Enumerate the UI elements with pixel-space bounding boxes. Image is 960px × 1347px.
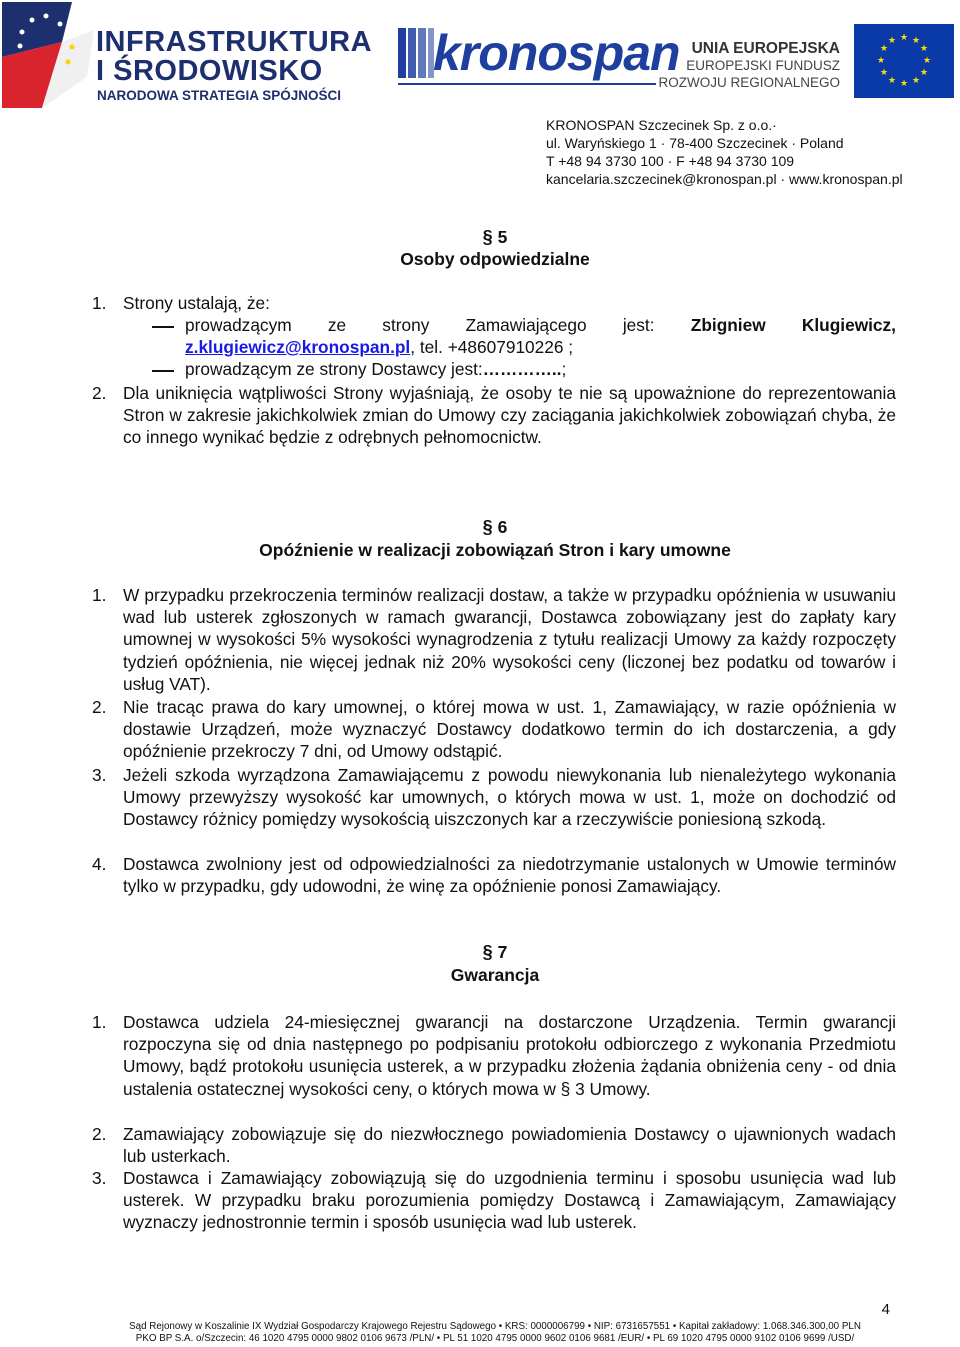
- svg-text:★: ★: [922, 56, 932, 66]
- svg-text:★: ★: [911, 36, 921, 46]
- company-name: KRONOSPAN Szczecinek Sp. z o.o.·: [546, 117, 777, 133]
- s7-item1-text: Dostawca udziela 24-miesięcznej gwarancji na dostarczone Urządzenia. Termin gwarancji rozpoczyna się od dnia następnego po podpisaniu protokołu odbiorczego z wykonania Przedmiotu Umowy, bądź protokołu usunięcia usterek, a w przypadku złożenia żądania obniżenia ceny - od dnia ustalenia ostatecznej wysokości ceny, o których mowa w § 3 Umowy.: [123, 1012, 896, 1099]
- s5-item2-text: Dla uniknięcia wątpliwości Strony wyjaśniają, że osoby te nie są upoważnione do reprezentowania Stron w zakresie jakichkolwiek zmian do Umowy czy zaciągania jakichkolwiek zobowiązań chyba, że co innego wynikać będzie z odrębnych pełnomocnictw.: [123, 383, 896, 448]
- infrastruktura-title-line2: I ŚRODOWISKO: [96, 55, 323, 87]
- s6-item4-number: 4.: [92, 854, 107, 874]
- company-phone-fax: T +48 94 3730 100 · F +48 94 3730 109: [546, 153, 795, 169]
- footer-bank-line: PKO BP S.A. o/Szczecin: 46 1020 4795 0000 9802 0106 9673 /PLN/ • PL 51 1020 4795 0000 9602 0106 9681 /EUR/ • PL 69 1020 4795 0000 9102 0106 9699 /USD/: [135, 1333, 855, 1344]
- s5-dash2-dots: …………..: [482, 359, 562, 379]
- svg-text:★: ★: [919, 68, 929, 78]
- s5-item2-number: 2.: [92, 383, 107, 403]
- dash-bullet-1: [152, 326, 174, 328]
- section-7-number: § 7: [482, 942, 508, 962]
- company-email-web: kancelaria.szczecinek@kronospan.pl · www.kronospan.pl: [546, 171, 903, 187]
- svg-text:★: ★: [919, 44, 929, 54]
- s7-item3-text: Dostawca i Zamawiający zobowiązują się do uzgodnienia terminu i sposobu usunięcia wad lub usterek. W przypadku braku porozumienia pomiędzy Dostawcą i Zamawiającym, Zamawiający wyznaczy jednostronnie termin i sposób usunięcia wad lub usterek.: [123, 1168, 896, 1233]
- section-7-num: 7: [497, 942, 508, 962]
- s7-item3-number: 3.: [92, 1168, 107, 1188]
- s6-item2-number: 2.: [92, 697, 107, 717]
- section-6-title: Opóźnienie w realizacji zobowiązań Stron i kary umowne: [259, 540, 731, 560]
- footer-registry-line: Sąd Rejonowy w Koszalinie IX Wydział Gospodarczy Krajowego Rejestru Sądowego • KRS: 0000006799 • NIP: 6731657551 • Kapitał zakładowy: 1.068.346.300,00 PLN: [129, 1321, 861, 1332]
- infrastruktura-logo-mark: [2, 2, 94, 108]
- infrastruktura-title-line1: INFRASTRUKTURA: [96, 26, 373, 58]
- company-address: [546, 116, 903, 188]
- section-5-title: Osoby odpowiedzialne: [400, 249, 590, 269]
- s5-dash2: [185, 358, 896, 380]
- s7-item2-number: 2.: [92, 1124, 107, 1144]
- svg-text:★: ★: [899, 33, 909, 43]
- s6-item2-text: Nie tracąc prawa do kary umownej, o której mowa w ust. 1, Zamawiający, w razie opóźnienia w dostawie Urządzeń, może wyznaczyć Dostawcy dodatkowo termin do ich dostarczenia, a gdy opóźnienie przekroczy 7 dni, od Umowy odstąpić.: [123, 697, 896, 762]
- s5-dash1-tel: , tel. +48607910226 ;: [410, 337, 574, 357]
- s5-dash1-prefix: prowadzącym ze strony Zamawiającego jest:: [185, 315, 655, 335]
- s5-dash1-line1: [185, 314, 896, 336]
- section-5-number: § 5: [482, 227, 508, 247]
- s6-item1-text: W przypadku przekroczenia terminów realizacji dostaw, a także w przypadku opóźnienia w usuwaniu wad lub usterek zgłoszonych w ramach gwarancji, Dostawca zobowiązany jest do zapłaty kary umownej w wysokości 5% wysokości wynagrodzenia z tytułu realizacji Umowy za każdy rozpoczęty tydzień opóźnienia, nie więcej jednak niż 20% wysokości ceny (liczonej bez podatku od towarów i usług VAT).: [123, 585, 896, 694]
- section-6-num: 6: [497, 517, 508, 537]
- s5-item1-number: 1.: [92, 293, 107, 313]
- eu-line2: EUROPEJSKI FUNDUSZ: [686, 58, 840, 73]
- s5-dash1-name: Zbigniew Klugiewicz,: [690, 315, 896, 335]
- s5-dash2-end: ;: [561, 359, 567, 379]
- svg-text:★: ★: [899, 79, 909, 89]
- s7-item1-number: 1.: [92, 1012, 107, 1032]
- svg-text:★: ★: [911, 76, 921, 86]
- contact-email-link[interactable]: z.klugiewicz@kronospan.pl: [185, 337, 411, 357]
- eu-flag-icon: [854, 24, 954, 98]
- section-5-num: 5: [497, 227, 508, 247]
- s5-dash2-text: prowadzącym ze strony Dostawcy jest:: [185, 359, 483, 379]
- s6-item1-number: 1.: [92, 585, 107, 605]
- svg-text:★: ★: [879, 68, 889, 78]
- s6-item3-number: 3.: [92, 765, 107, 785]
- eu-line1: UNIA EUROPEJSKA: [691, 40, 840, 57]
- s5-item1-text: Strony ustalają, że:: [123, 293, 270, 313]
- dash-bullet-2: [152, 370, 174, 372]
- kronospan-logo-text: kronospan: [433, 25, 680, 81]
- svg-text:★: ★: [879, 44, 889, 54]
- svg-text:★: ★: [887, 36, 897, 46]
- svg-text:★: ★: [876, 56, 886, 66]
- s6-item3-text: Jeżeli szkoda wyrządzona Zamawiającemu z powodu niewykonania lub nienależytego wykonania Umowy przewyższy wysokość kar umownych, o których mowa w ust. 1, może on dochodzić od Dostawcy różnicy pomiędzy wysokością uiszczonych kar a rzeczywiście poniesioną szkodą.: [123, 765, 896, 830]
- s6-item4-text: Dostawca zwolniony jest od odpowiedzialności za niedotrzymanie ustalonych w Umowie terminów tylko w przypadku, gdy udowodni, że winę za opóźnienie ponosi Zamawiający.: [123, 854, 896, 897]
- s5-dash1-line2: [185, 336, 896, 358]
- svg-text:★: ★: [887, 76, 897, 86]
- page-number: 4: [881, 1301, 890, 1318]
- section-6-number: § 6: [482, 517, 508, 537]
- infrastruktura-subtitle: NARODOWA STRATEGIA SPÓJNOŚCI: [97, 88, 342, 103]
- eu-logo-text: [658, 40, 840, 91]
- section-7-title: Gwarancja: [450, 965, 540, 985]
- s7-item2-text: Zamawiający zobowiązuje się do niezwłocznego powiadomienia Dostawcy o ujawnionych wadach lub usterkach.: [123, 1124, 896, 1167]
- eu-line3: ROZWOJU REGIONALNEGO: [658, 75, 840, 90]
- company-street: ul. Waryńskiego 1 · 78-400 Szczecinek · Poland: [546, 135, 844, 151]
